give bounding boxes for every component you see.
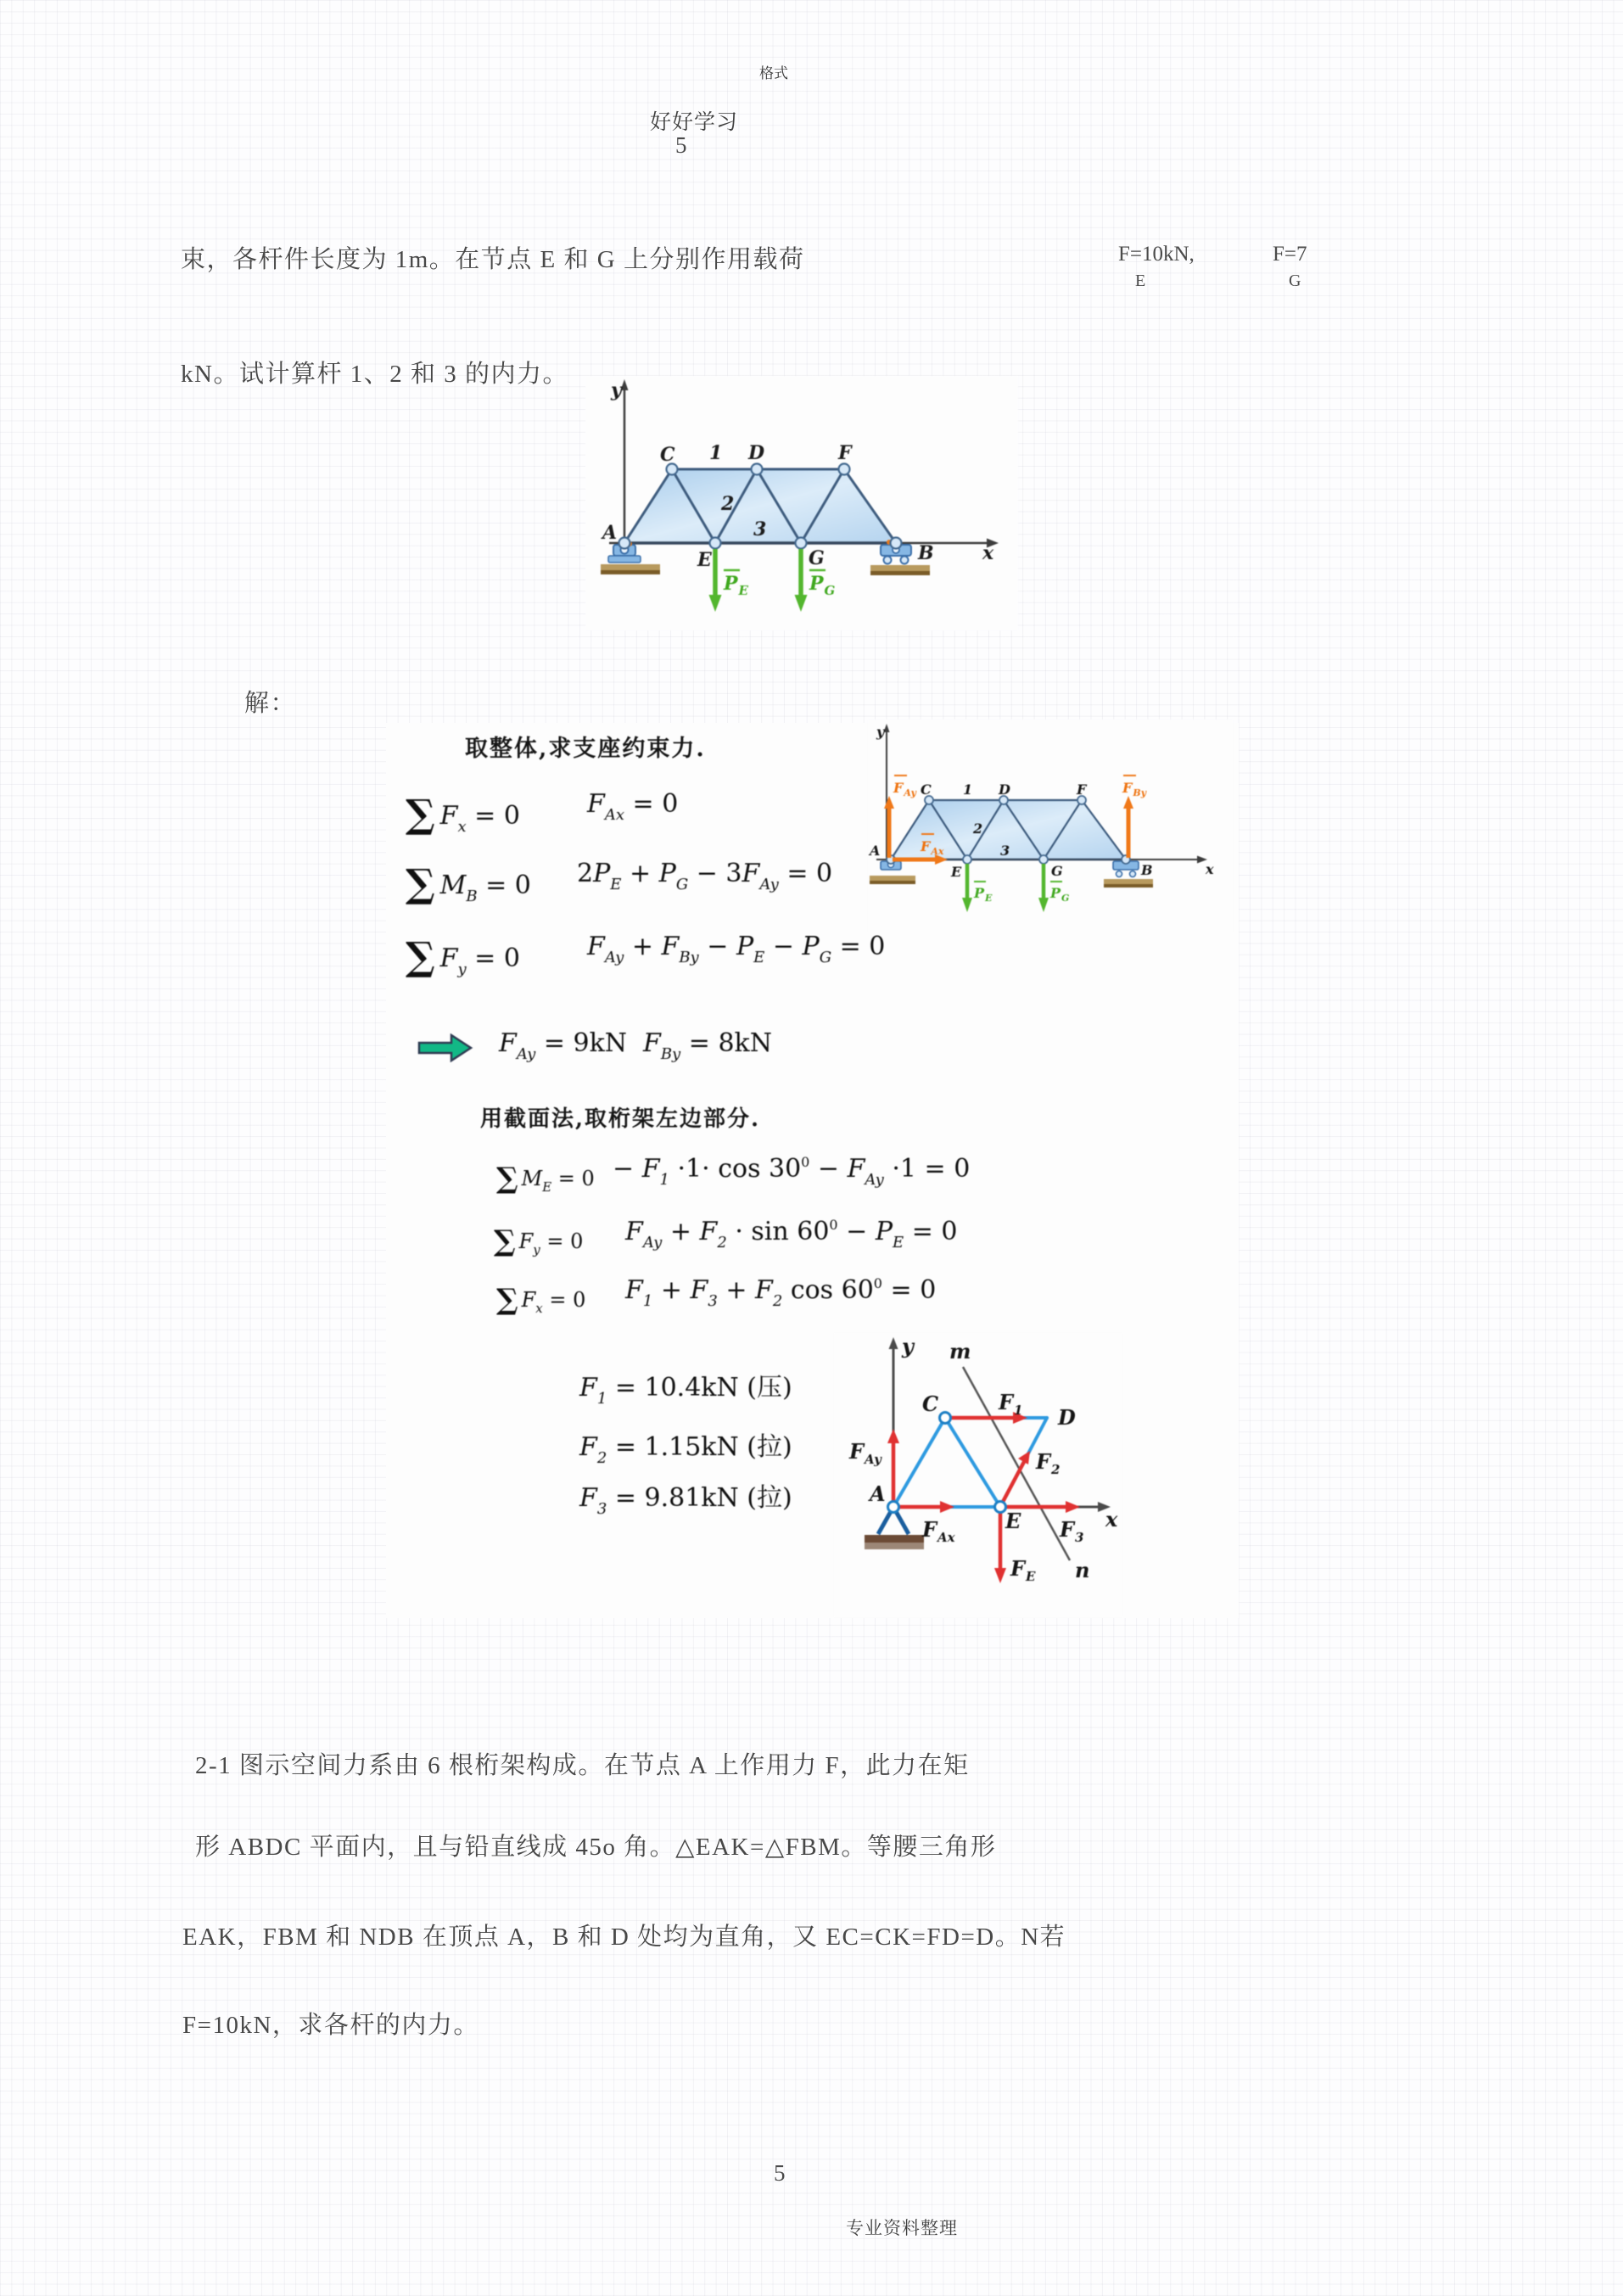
x-axis-label: x (1206, 861, 1214, 877)
eq-sum-fx: ∑ Fx = 0 (406, 791, 520, 837)
load-FE-value: F=10kN, (1118, 243, 1195, 266)
PE-label: P (724, 573, 738, 595)
node-A-label: A (602, 522, 618, 544)
node-C-label: C (660, 444, 675, 466)
node-F-label: F (1077, 781, 1087, 798)
FAx-label: F (922, 1517, 937, 1542)
section-freebody-figure (834, 1333, 1122, 1617)
node-D-label: D (999, 781, 1010, 798)
page-number-bottom: 5 (774, 2160, 786, 2186)
eq-vertical-balance: FAy + FBy − PE − PG = 0 (587, 932, 886, 966)
FE-label: F (1010, 1556, 1026, 1581)
problem2-line4: F=10kN，求各杆的内力。 (182, 2012, 479, 2039)
FBy-subscript: By (1133, 787, 1147, 798)
section-m-label: m (949, 1339, 971, 1364)
problem2-line3: EAK，FBM 和 NDB 在顶点 A，B 和 D 处均为直角，又 EC=CK=FD=D。N若 (182, 1924, 1066, 1951)
load-FE-subscript: E (1135, 272, 1146, 290)
eq-fax-result: FAx = 0 (587, 789, 679, 824)
corner-note: 格式 (759, 65, 788, 81)
support-reaction-FBy: FBy = 8kN (643, 1028, 772, 1063)
node-A-label: A (870, 1481, 886, 1506)
PG-subscript: G (1061, 893, 1070, 904)
page-number-top: 5 (675, 132, 687, 158)
member-1-label: 1 (963, 781, 973, 798)
member-3-label: 3 (753, 518, 767, 540)
problem2-line1: 2-1 图示空间力系由 6 根桁架构成。在节点 A 上作用力 F，此力在矩 (195, 1752, 970, 1779)
F3-label: F (1060, 1517, 1075, 1542)
problem1-line1: 束，各杆件长度为 1m。在节点 E 和 G 上分别作用载荷 (181, 246, 805, 273)
member-force-3-result: F3 = 9.81kN (拉) (579, 1483, 792, 1518)
eq-section-sum-fx: ∑ Fx = 0 (496, 1283, 586, 1317)
problem1-line2: kN。试计算杆 1、2 和 3 的内力。 (181, 361, 568, 388)
x-axis-label: x (982, 542, 994, 564)
eq-section-horizontal: F1 + F3 + F2 cos 600 = 0 (625, 1275, 937, 1310)
implies-arrow-icon (417, 1033, 473, 1062)
PG-label: P (809, 573, 824, 595)
problem2-line2: 形 ABDC 平面内，且与铅直线成 45o 角。△EAK=△FBM。等腰三角形 (195, 1834, 997, 1861)
F1-subscript: 1 (1014, 1403, 1023, 1418)
x-axis-label: x (1105, 1507, 1118, 1532)
member-2-label: 2 (721, 493, 735, 515)
node-G-label: G (1051, 863, 1063, 879)
y-axis-label: y (876, 724, 885, 740)
F2-label: F (1036, 1449, 1051, 1474)
node-B-label: B (918, 542, 934, 564)
eq-sum-fy: ∑ Fy = 0 (406, 933, 520, 979)
node-B-label: B (1141, 862, 1153, 878)
F3-subscript: 3 (1075, 1530, 1084, 1545)
eq-section-moment: − F1 ·1· cos 300 − FAy ·1 = 0 (613, 1154, 971, 1189)
solution-step1-title: 取整体,求支座约束力. (465, 736, 706, 762)
eq-section-vertical: FAy + F2 · sin 600 − PE = 0 (625, 1217, 958, 1252)
solution-step2-title: 用截面法,取桁架左边部分. (480, 1106, 761, 1132)
load-FG-value: F=7 (1273, 243, 1307, 266)
node-C-label: C (922, 1392, 939, 1416)
node-E-label: E (1005, 1509, 1021, 1533)
member-3-label: 3 (1000, 843, 1010, 859)
FAx-subscript: Ax (931, 846, 944, 857)
truss-problem-figure (585, 376, 1018, 630)
member-2-label: 2 (973, 820, 983, 837)
FAx-label: F (921, 838, 931, 854)
node-D-label: D (748, 442, 765, 464)
node-D-label: D (1058, 1405, 1076, 1430)
PE-label: P (974, 885, 985, 901)
doc-title: 好好学习 (650, 111, 739, 134)
load-FG-subscript: G (1289, 272, 1301, 290)
FAy-subscript: Ay (865, 1452, 881, 1467)
eq-section-sum-fy: ∑ Fy = 0 (494, 1224, 584, 1258)
node-E-label: E (951, 864, 962, 880)
truss-reactions-figure (868, 720, 1233, 932)
eq-moment-balance: 2PE + PG − 3FAy = 0 (577, 859, 833, 893)
footer-note: 专业资料整理 (846, 2218, 958, 2238)
eq-sum-mb: ∑ MB = 0 (406, 860, 531, 906)
F1-label: F (999, 1390, 1014, 1414)
eq-sum-me: ∑ ME = 0 (496, 1162, 595, 1196)
node-F-label: F (838, 442, 852, 464)
PE-subscript: E (738, 583, 748, 598)
member-force-2-result: F2 = 1.15kN (拉) (579, 1432, 792, 1467)
solve-label: 解： (244, 690, 297, 717)
member-force-1-result: F1 = 10.4kN (压) (579, 1373, 792, 1408)
y-axis-label: y (611, 379, 622, 401)
support-reaction-FAy: FAy = 9kN (499, 1028, 628, 1063)
FAx-subscript: Ax (937, 1530, 955, 1545)
node-E-label: E (697, 549, 712, 571)
F2-subscript: 2 (1051, 1462, 1061, 1477)
y-axis-label: y (902, 1334, 914, 1358)
PG-subscript: G (824, 583, 836, 598)
PE-subscript: E (985, 893, 993, 904)
member-1-label: 1 (709, 442, 723, 464)
PG-label: P (1050, 885, 1061, 901)
FAy-label: F (893, 780, 904, 796)
node-C-label: C (921, 781, 932, 798)
node-A-label: A (870, 843, 881, 859)
FE-subscript: E (1026, 1569, 1036, 1584)
node-G-label: G (809, 547, 825, 569)
FAy-label: F (849, 1439, 865, 1464)
section-n-label: n (1075, 1558, 1090, 1582)
FBy-label: F (1122, 780, 1133, 796)
FAy-subscript: Ay (904, 787, 916, 798)
